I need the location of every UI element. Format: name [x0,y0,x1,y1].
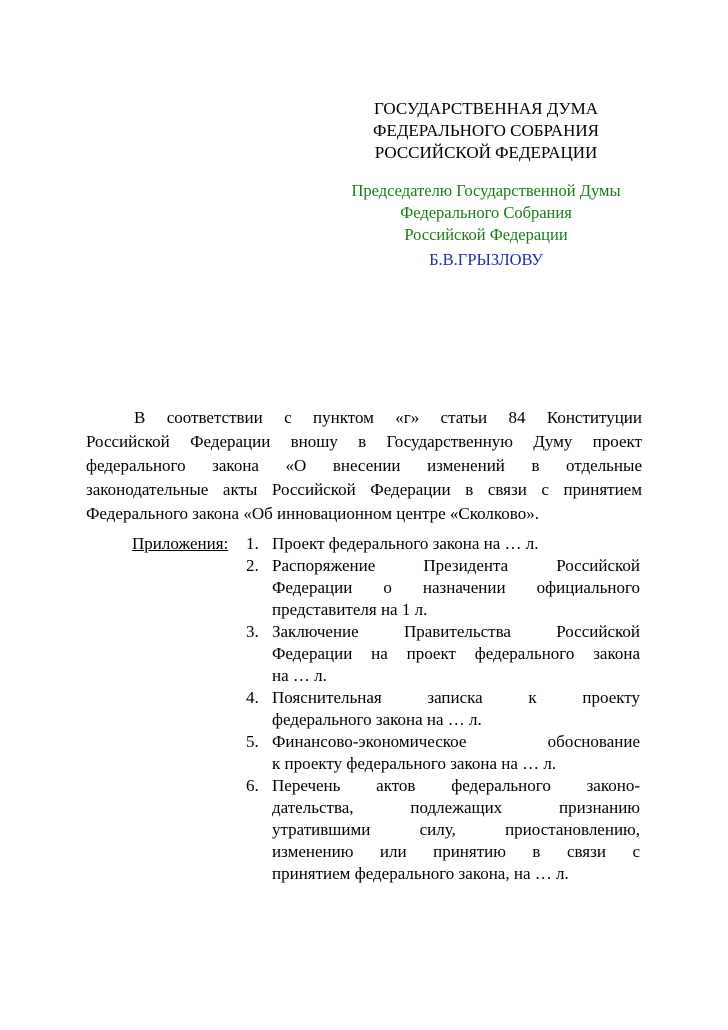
org-name-line-3: РОССИЙСКОЙ ФЕДЕРАЦИИ [374,143,598,162]
attachment-number: 4. [246,688,259,707]
letter-body-line: Федерального закона «Об инновационном центре «Сколково». [86,504,539,523]
addressee-block [330,98,642,164]
attachment-text-line: представителя на 1 л. [272,600,428,619]
attachment-text-line: Заключение Правительства Российской [272,622,640,641]
attachment-text-line: принятием федерального закона, на … л. [272,864,569,883]
attachment-item [246,775,640,885]
recipient-title-line-3: Российской Федерации [404,225,568,244]
recipient-name: Б.В.ГРЫЗЛОВУ [429,250,543,269]
attachment-text-line: к проекту федерального закона на … л. [272,754,557,773]
recipient-title-line-2: Федерального Собрания [400,203,572,222]
attachment-item [246,555,640,621]
attachment-text-line: дательства, подлежащих признанию [272,798,640,817]
attachment-number: 2. [246,556,259,575]
letter-body-line: Российской Федерации вношу в Государственную Думу проект [86,432,642,451]
attachment-item [246,621,640,687]
attachment-text-line: Перечень актов федерального законо- [272,776,640,795]
org-name-line-2: ФЕДЕРАЛЬНОГО СОБРАНИЯ [373,121,599,140]
attachment-text-line: Распоряжение Президента Российской [272,556,640,575]
attachment-text-line: Федерации о назначении официального [272,578,640,597]
attachment-text-line: изменению или принятию в связи с [272,842,640,861]
letter-body-line: законодательные акты Российской Федерации в связи с принятием [86,480,642,499]
letter-body-line: В соответствии с пунктом «г» статьи 84 Конституции [134,408,642,427]
attachment-text-line: Пояснительная записка к проекту [272,688,640,707]
attachment-text-line: на … л. [272,666,327,685]
attachment-text-line: Финансово-экономическое обоснование [272,732,640,751]
attachment-item [246,533,640,555]
attachment-item [246,687,640,731]
attachment-number: 1. [246,534,259,553]
attachment-list [246,533,640,885]
attachment-text-line: федерального закона на … л. [272,710,482,729]
attachment-number: 5. [246,732,259,751]
letter-body-line: федерального закона «О внесении изменений в отдельные [86,456,642,475]
org-name-line-1: ГОСУДАРСТВЕННАЯ ДУМА [374,99,598,118]
attachment-text-line: Проект федерального закона на … л. [272,534,539,553]
recipient-title-line-1: Председателю Государственной Думы [351,181,621,200]
recipient-block [325,180,647,271]
attachment-number: 6. [246,776,259,795]
attachments-label: Приложения: [132,534,229,553]
attachment-item [246,731,640,775]
letter-body [86,406,642,526]
attachment-text-line: Федерации на проект федерального закона [272,644,640,663]
attachment-number: 3. [246,622,259,641]
attachment-text-line: утратившими силу, приостановлению, [272,820,640,839]
